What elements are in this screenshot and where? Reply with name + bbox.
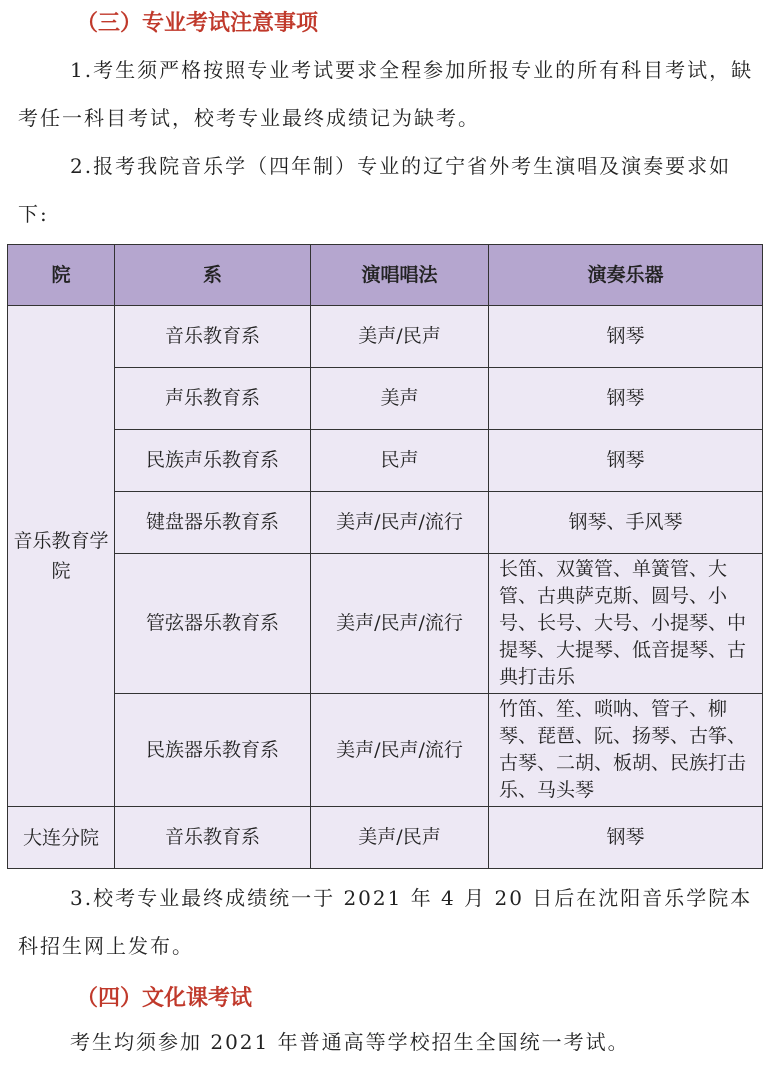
table-row — [8, 694, 763, 807]
item-3-text: 3.校考专业最终成绩统一于 2021 年 4 月 20 日后在沈阳音乐学院本科招生网上发布。 — [18, 886, 753, 958]
item-3-paragraph — [18, 874, 758, 970]
instrument-cell: 钢琴 — [489, 807, 763, 869]
department-cell: 民族声乐教育系 — [115, 430, 311, 492]
vocal-cell: 美声/民声/流行 — [311, 554, 489, 694]
instrument-cell: 竹笛、笙、唢呐、管子、柳琴、琵琶、阮、扬琴、古筝、古琴、二胡、板胡、民族打击乐、马头琴 — [489, 694, 763, 807]
college-cell: 音乐教育学院 — [8, 306, 115, 807]
table-row — [8, 306, 763, 368]
header-college: 院 — [8, 245, 115, 306]
section-4-text: 考生均须参加 2021 年普通高等学校招生全国统一考试。 — [70, 1030, 630, 1054]
table-row — [8, 492, 763, 554]
instrument-cell: 钢琴 — [489, 306, 763, 368]
vocal-cell: 民声 — [311, 430, 489, 492]
header-instrument: 演奏乐器 — [489, 245, 763, 306]
section-4-heading: （四）文化课考试 — [76, 986, 253, 1011]
department-cell: 管弦器乐教育系 — [115, 554, 311, 694]
section-3-heading: （三）专业考试注意事项 — [76, 11, 319, 36]
department-cell: 音乐教育系 — [115, 807, 311, 869]
department-cell: 民族器乐教育系 — [115, 694, 311, 807]
item-1-paragraph — [18, 46, 758, 142]
instrument-cell: 钢琴 — [489, 430, 763, 492]
header-department: 系 — [115, 245, 311, 306]
item-2-paragraph — [18, 142, 758, 238]
vocal-cell: 美声/民声 — [311, 306, 489, 368]
department-cell: 音乐教育系 — [115, 306, 311, 368]
table-header-row — [8, 245, 763, 306]
table-row — [8, 554, 763, 694]
instrument-cell: 钢琴、手风琴 — [489, 492, 763, 554]
table-row — [8, 430, 763, 492]
college-cell: 大连分院 — [8, 807, 115, 869]
department-cell: 键盘器乐教育系 — [115, 492, 311, 554]
requirements-table — [7, 244, 763, 869]
vocal-cell: 美声/民声 — [311, 807, 489, 869]
section-4-paragraph — [18, 1018, 758, 1066]
instrument-cell: 长笛、双簧管、单簧管、大管、古典萨克斯、圆号、小号、长号、大号、小提琴、中提琴、大提琴、低音提琴、古典打击乐 — [489, 554, 763, 694]
instrument-cell: 钢琴 — [489, 368, 763, 430]
header-vocal: 演唱唱法 — [311, 245, 489, 306]
vocal-cell: 美声/民声/流行 — [311, 492, 489, 554]
item-2-text: 2.报考我院音乐学（四年制）专业的辽宁省外考生演唱及演奏要求如下: — [18, 154, 732, 226]
department-cell: 声乐教育系 — [115, 368, 311, 430]
table-row — [8, 368, 763, 430]
vocal-cell: 美声/民声/流行 — [311, 694, 489, 807]
vocal-cell: 美声 — [311, 368, 489, 430]
table-row — [8, 807, 763, 869]
item-1-text: 1.考生须严格按照专业考试要求全程参加所报专业的所有科目考试，缺考任一科目考试，校考专业最终成绩记为缺考。 — [18, 58, 754, 130]
